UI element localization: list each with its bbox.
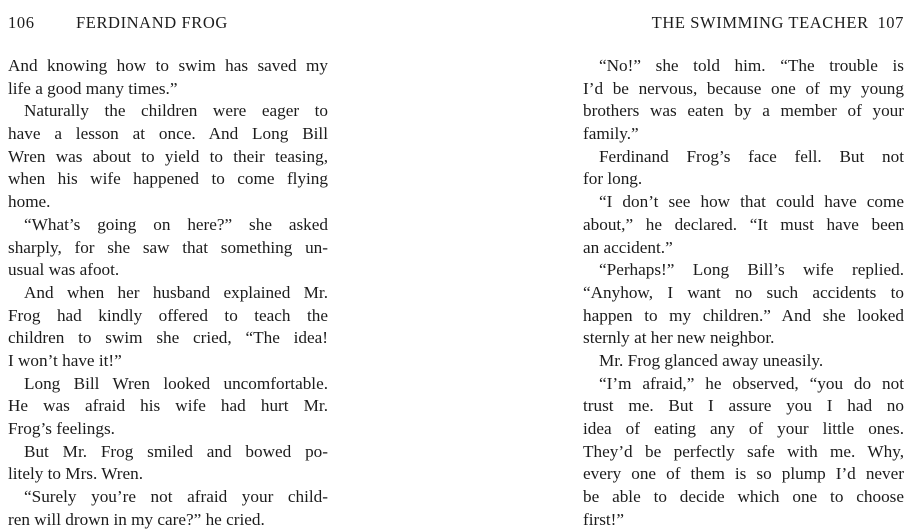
text-line: for long.	[583, 169, 643, 189]
text-line: They’d be perfectly safe with me. Why,	[583, 441, 904, 461]
text-line: And when her husband explained Mr.	[24, 282, 328, 302]
running-head: THE SWIMMING TEACHER	[651, 13, 869, 32]
text-line: when his wife happened to come flying	[8, 169, 328, 189]
text-line: Frog’s feelings.	[8, 419, 115, 438]
text-line: life a good many times.”	[8, 78, 178, 98]
text-line: “No!” she told him. “The trouble is	[599, 56, 904, 75]
text-line: trust me. But I assure you I had no	[583, 396, 904, 416]
text-line: I won’t have it!”	[8, 350, 122, 370]
text-line: home.	[8, 192, 51, 212]
left-page	[8, 0, 328, 529]
text-line: happen to my children.” And she looked	[583, 305, 904, 325]
text-line: have a lesson at once. And Long Bill	[8, 124, 328, 144]
text-line: sharply, for she saw that something un-	[8, 237, 328, 257]
text-line: But Mr. Frog smiled and bowed po-	[24, 441, 328, 461]
text-line: He was afraid his wife had hurt Mr.	[8, 396, 328, 416]
text-line: “Anyhow, I want no such accidents to	[583, 282, 904, 302]
text-line: idea of eating any of your little ones.	[583, 419, 904, 438]
right-page	[583, 0, 904, 529]
text-line: “Surely you’re not afraid your child-	[24, 487, 328, 507]
text-line: I’d be nervous, because one of my young	[583, 78, 904, 98]
text-line: “Perhaps!” Long Bill’s wife replied.	[599, 260, 904, 280]
running-head: FERDINAND FROG	[76, 13, 228, 32]
right-page-header	[583, 12, 904, 34]
text-line: Frog had kindly offered to teach the	[8, 305, 328, 325]
text-line: sternly at her new neighbor.	[583, 328, 775, 348]
right-page-body	[583, 55, 904, 531]
text-line: And knowing how to swim has saved my	[8, 56, 328, 75]
text-line: usual was afoot.	[8, 260, 120, 280]
page-number: 106	[8, 13, 35, 32]
text-line: be able to decide which one to choose	[583, 487, 904, 507]
text-line: an accident.”	[583, 237, 673, 257]
text-line: about,” he declared. “It must have been	[583, 214, 904, 234]
text-line: Long Bill Wren looked uncomfortable.	[24, 373, 328, 393]
left-page-header	[8, 12, 328, 34]
text-line: every one of them is so plump I’d never	[583, 464, 904, 484]
left-page-body	[8, 55, 328, 531]
text-line: Naturally the children were eager to	[24, 101, 328, 121]
text-line: “I’m afraid,” he observed, “you do not	[599, 373, 904, 393]
text-line: Ferdinand Frog’s face fell. But not	[599, 146, 904, 166]
text-line: children to swim she cried, “The idea!	[8, 328, 328, 348]
text-line: family.”	[583, 124, 639, 144]
text-line: litely to Mrs. Wren.	[8, 464, 144, 484]
page-number: 107	[877, 13, 904, 32]
text-line: brothers was eaten by a member of your	[583, 101, 904, 121]
text-line: Mr. Frog glanced away uneasily.	[599, 350, 824, 370]
text-line: “What’s going on here?” she asked	[24, 214, 328, 234]
text-line: Wren was about to yield to their teasing,	[8, 146, 328, 166]
text-line: ren will drown in my care?” he cried.	[8, 509, 265, 529]
text-line: first!”	[583, 509, 625, 529]
text-line: “I don’t see how that could have come	[599, 192, 904, 212]
